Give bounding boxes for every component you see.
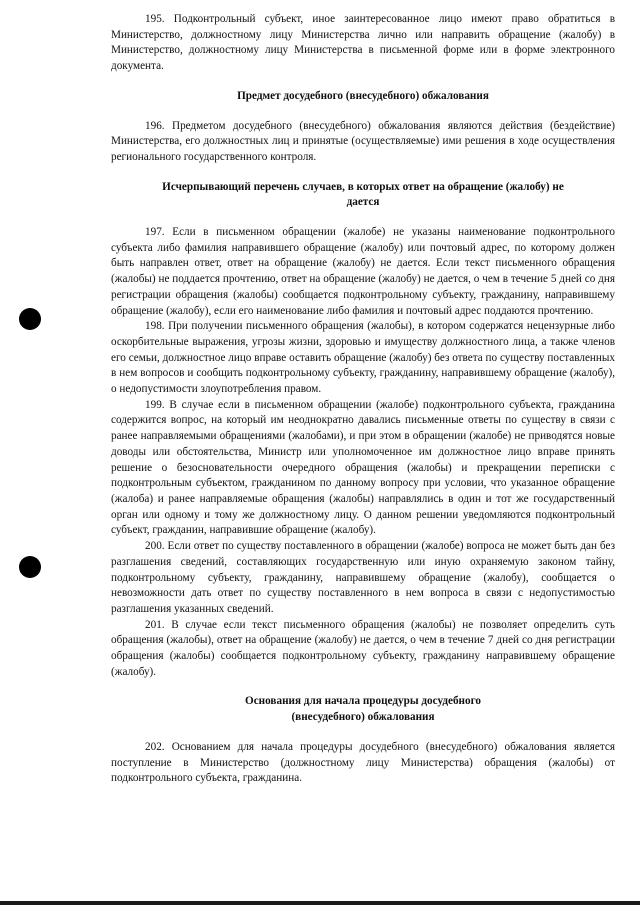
paragraph-199: 199. В случае если в письменном обращении (жалобе) подконтрольного субъекта, гражданина содержится вопрос, на который им неоднократно давались письменные ответы по существу в связи с ранее направляемыми обращениями (жалобами), и при этом в обращении (жалобе) не приводятся новые доводы или обстоятельства, Министр или уполномоченное им должностное лицо вправе принять решение о безосновательности очередного обращения (жалобы) и прекращении переписки с подконтрольным субъектом, гражданином по данному вопросу при условии, что указанное обращение (жалоба) и ранее направляемые обращения (жалобы) направлялись в один и тот же государственный орган или одному и тому же должностному лицу. О данном решении уведомляются подконтрольный субъект, гражданин, направившие обращение (жалобу). [111,398,615,537]
punch-hole-top [19,308,41,330]
paragraph-195: 195. Подконтрольный субъект, иное заинтересованное лицо имеют право обратиться в Министерство, должностному лицу Министерства лично или направить обращение (жалобу) в Министерство, должностному лицу Министерства в письменной форме или в форме электронного документа. [111,13,615,73]
paragraph-200: 200. Если ответ по существу поставленного в обращении (жалобе) вопроса не может быть дан без разглашения сведений, составляющих государственную или иную охраняемую законом тайну, подконтрольному субъекту, гражданину, направившему обращение (жалобу), сообщается о невозможности дать ответ по существу поставленного в нем вопроса в связи с недопустимостью разглашения указанных сведений. [111,540,615,615]
heading-grounds-for-appeal: Основания для начала процедуры досудебного (внесудебного) обжалования [245,695,481,724]
paragraph-197: 197. Если в письменном обращении (жалобе) не указаны наименование подконтрольного субъекта либо фамилия направившего обращение (жалобу) или почтовый адрес, по которому должен быть направлен ответ, ответ на обращение (жалобу) не дается. Если текст письменного обращения (жалобы) не поддается прочтению, ответ на обращение (жалобу) не дается, о чем в течение 5 дней со дня регистрации обращения (жалобы) сообщается подконтрольному субъекту, гражданину, направившему обращение (жалобу), если его наименование либо фамилия и почтовый адрес поддаются прочтению. [111,226,615,317]
paragraph-201: 201. В случае если текст письменного обращения (жалобы) не позволяет определить суть обращения (жалобы), ответ на обращение (жалобу) не дается, о чем в течение 7 дней со дня регистрации обращения (жалобы) сообщается подконтрольному субъекту, гражданину направившему обращение (жалобу). [111,618,615,678]
scan-bottom-edge [0,901,640,905]
punch-hole-bottom [19,556,41,578]
heading-exhaustive-list: Исчерпывающий перечень случаев, в которых ответ на обращение (жалобу) не дается [162,180,564,209]
paragraph-198: 198. При получении письменного обращения (жалобы), в котором содержатся нецензурные либо оскорбительные выражения, угрозы жизни, здоровью и имуществу должностного лица, а также членов его семьи, должностное лицо вправе оставить обращение (жалобу) без ответа по существу поставленных в нем вопросов и сообщить подконтрольному субъекту, гражданину, направившему обращение (жалобу), о недопустимости злоупотребления правом. [111,320,615,396]
paragraph-196: 196. Предметом досудебного (внесудебного) обжалования являются действия (бездействие) Министерства, его должностных лиц и принятые (осуществляемые) ими решения в ходе осуществления регионального государственного контроля. [111,119,615,163]
paragraph-202: 202. Основанием для начала процедуры досудебного (внесудебного) обжалования является поступление в Министерство (должностному лицу Министерства) обращения (жалобы) от подконтрольного субъекта, гражданина. [111,740,615,785]
document-page [111,12,615,787]
heading-subject-of-appeal: Предмет досудебного (внесудебного) обжалования [237,89,489,102]
